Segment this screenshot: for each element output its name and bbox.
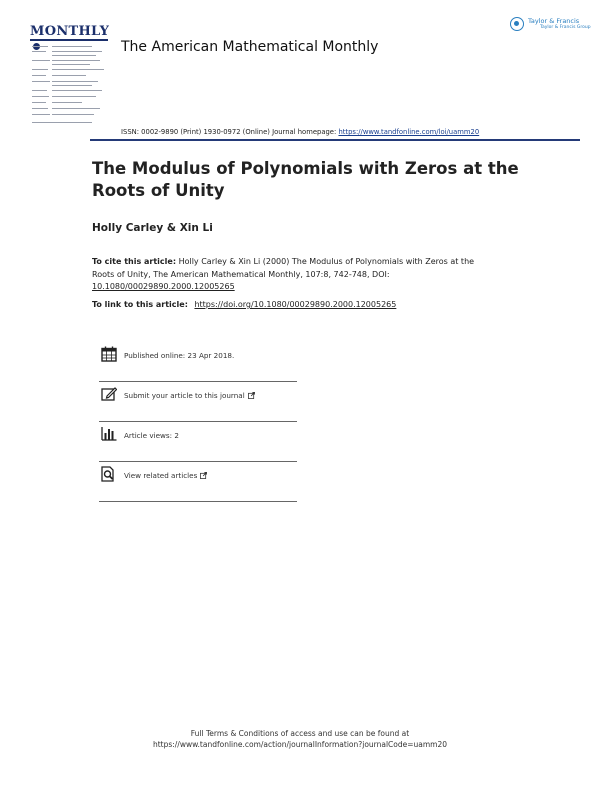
related-articles-row[interactable] [99, 462, 297, 502]
published-online-row [99, 342, 297, 382]
search-document-icon [101, 466, 117, 482]
submit-article-row[interactable] [99, 382, 297, 422]
article-link-line [92, 300, 396, 309]
edit-icon [101, 386, 117, 402]
calendar-icon [101, 346, 117, 362]
footer-terms [0, 728, 600, 750]
publisher-logo: Taylor & Francis Taylor & Francis Group [510, 16, 582, 34]
issn-line: ISSN: 0002-9890 (Print) 1930-0972 (Online) Journal homepage: https://www.tandfonline.com/loi/uamm20 [121, 128, 480, 136]
cite-text: Holly Carley & Xin Li (2000) The Modulus of Polynomials with Zeros at the Roots of Unity, The American Mathematical Monthly, 107:8, 742-748, DOI: [92, 257, 475, 279]
journal-homepage-link[interactable]: https://www.tandfonline.com/loi/uamm20 [338, 128, 480, 136]
submit-article-link[interactable]: Submit your article to this journal [124, 391, 245, 400]
header-divider [90, 139, 580, 141]
cite-doi-link[interactable]: 10.1080/00029890.2000.12005265 [92, 282, 235, 291]
journal-cover-thumbnail [28, 20, 110, 128]
article-authors: Holly Carley & Xin Li [92, 222, 213, 234]
footer-line-1: Full Terms & Conditions of access and use can be found at [190, 729, 410, 738]
article-doi-url[interactable]: https://doi.org/10.1080/00029890.2000.12005265 [194, 300, 397, 309]
journal-title[interactable]: The American Mathematical Monthly [121, 39, 379, 55]
article-views-text: Article views: 2 [124, 431, 179, 440]
external-link-icon [200, 472, 207, 479]
cite-label: To cite this article: [92, 257, 177, 266]
external-link-icon [248, 392, 255, 399]
bar-chart-icon [101, 426, 117, 442]
publisher-logo-icon [510, 17, 524, 31]
published-online-text: Published online: 23 Apr 2018. [124, 351, 235, 360]
citation-block [92, 256, 482, 294]
link-label: To link to this article: [92, 300, 188, 309]
article-title: The Modulus of Polynomials with Zeros at the Roots of Unity [92, 159, 519, 200]
article-views-row [99, 422, 297, 462]
cover-masthead: MONTHLY [30, 24, 110, 54]
footer-terms-link[interactable]: https://www.tandfonline.com/action/journalInformation?journalCode=uamm20 [152, 740, 448, 749]
related-articles-link[interactable]: View related articles [124, 471, 198, 480]
